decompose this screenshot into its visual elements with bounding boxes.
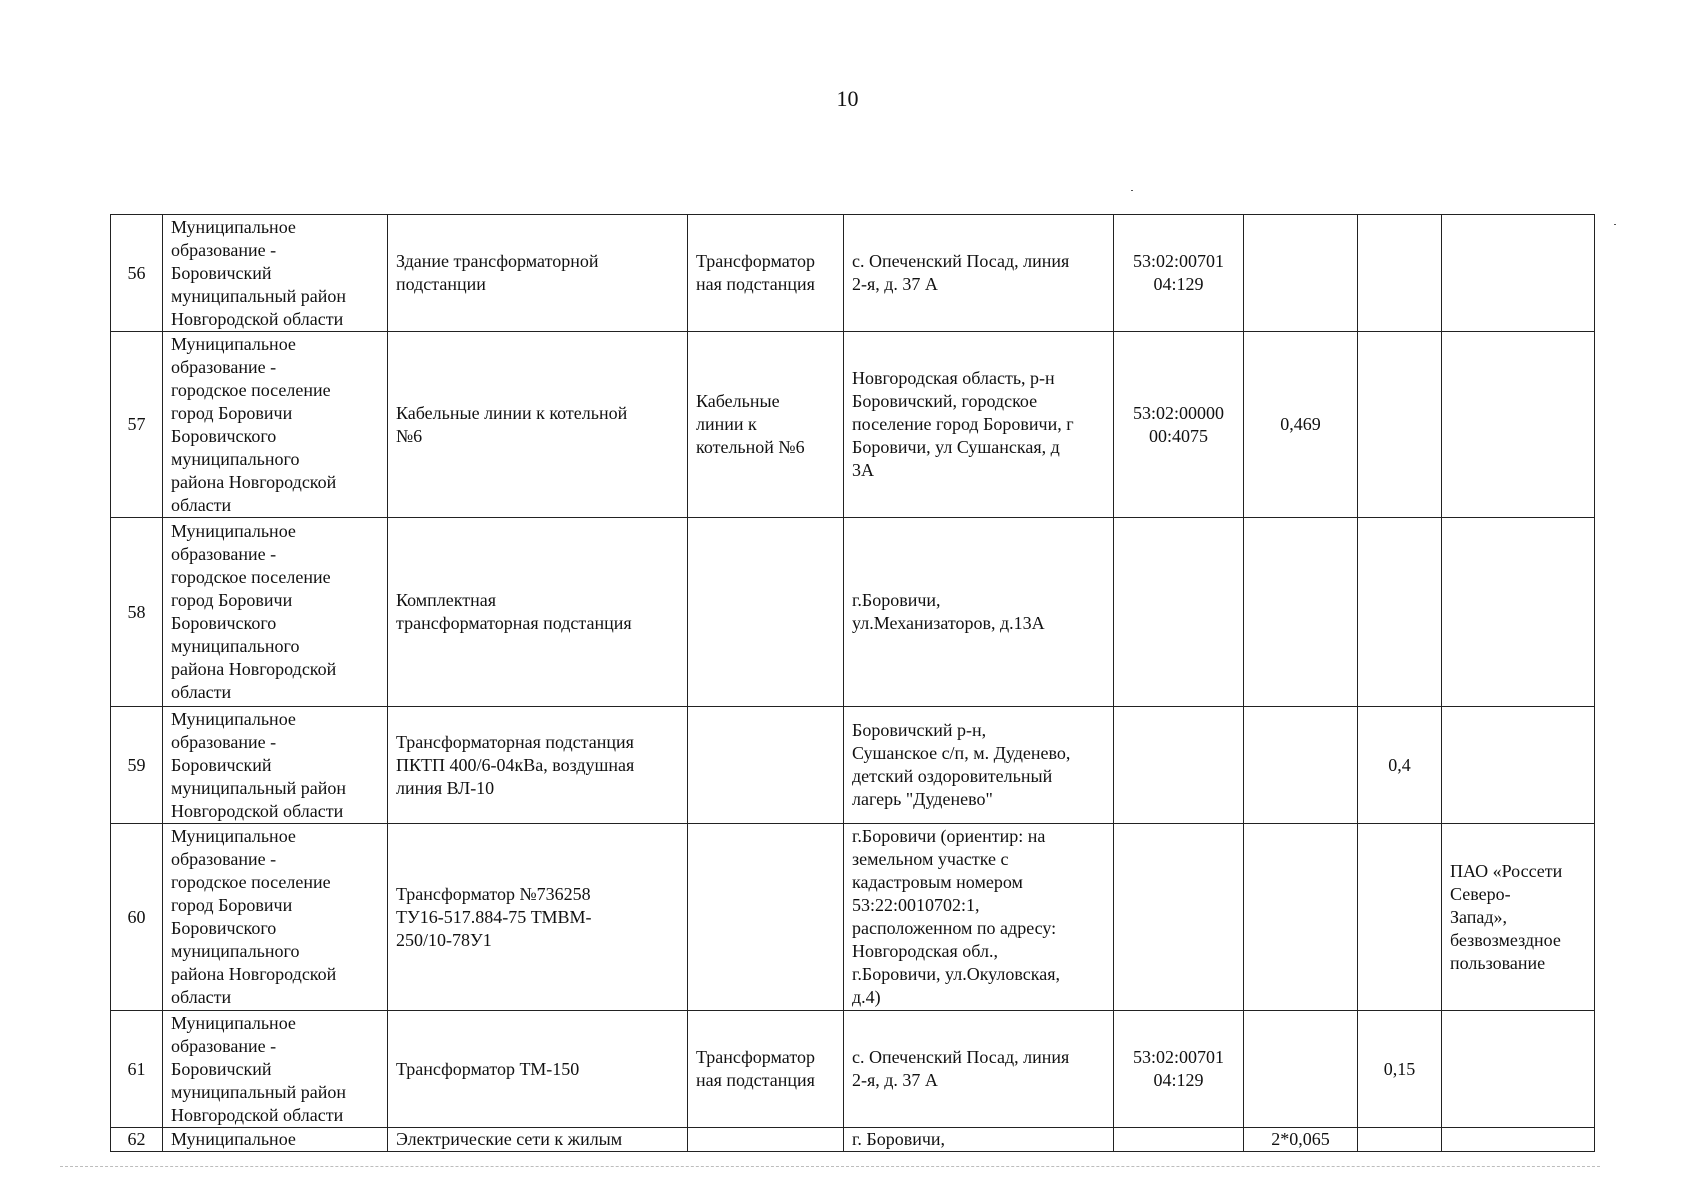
row-number: 61	[111, 1011, 163, 1128]
note-cell	[1442, 518, 1595, 707]
row-number: 58	[111, 518, 163, 707]
row-number: 59	[111, 707, 163, 824]
length-cell	[1244, 824, 1358, 1011]
address-cell: г.Боровичи (ориентир: на земельном участке с кадастровым номером 53:22:0010702:1, расположенном по адресу: Новгородская обл., г.Боровичи, ул.Окуловская, д.4)	[844, 824, 1114, 1011]
row-number: 60	[111, 824, 163, 1011]
owner-cell: Муниципальное образование - Боровичский муниципальный район Новгородской области	[163, 215, 388, 332]
owner-cell: Муниципальное образование - городское поселение город Боровичи Боровичского муниципального района Новгородской области	[163, 824, 388, 1011]
address-cell: Новгородская область, р-н Боровичский, городское поселение город Боровичи, г Боровичи, ул Сушанская, д 3А	[844, 332, 1114, 518]
owner-cell: Муниципальное	[163, 1128, 388, 1152]
object-name-cell: Трансформатор ТМ-150	[388, 1011, 688, 1128]
area-cell: 0,15	[1358, 1011, 1442, 1128]
page-number: 10	[836, 86, 859, 111]
purpose-cell	[688, 824, 844, 1011]
area-cell	[1358, 1128, 1442, 1152]
note-cell	[1442, 707, 1595, 824]
row-number: 57	[111, 332, 163, 518]
table-row	[111, 332, 1595, 518]
length-cell	[1244, 215, 1358, 332]
owner-cell: Муниципальное образование - городское поселение город Боровичи Боровичского муниципального района Новгородской области	[163, 518, 388, 707]
scan-speck	[1131, 190, 1133, 191]
purpose-cell: Трансформатор ная подстанция	[688, 1011, 844, 1128]
area-cell	[1358, 332, 1442, 518]
table-row	[111, 215, 1595, 332]
length-cell	[1244, 707, 1358, 824]
note-cell: ПАО «Россети Северо- Запад», безвозмездное пользование	[1442, 824, 1595, 1011]
table-row	[111, 518, 1595, 707]
object-name-cell: Комплектная трансформаторная подстанция	[388, 518, 688, 707]
cadastral-number-cell	[1114, 707, 1244, 824]
purpose-cell: Кабельные линии к котельной №6	[688, 332, 844, 518]
address-cell: г.Боровичи, ул.Механизаторов, д.13А	[844, 518, 1114, 707]
purpose-cell: Трансформатор ная подстанция	[688, 215, 844, 332]
cadastral-number-cell	[1114, 1128, 1244, 1152]
note-cell	[1442, 215, 1595, 332]
address-cell: с. Опеченский Посад, линия 2-я, д. 37 А	[844, 1011, 1114, 1128]
length-cell	[1244, 518, 1358, 707]
row-number: 56	[111, 215, 163, 332]
object-name-cell: Электрические сети к жилым	[388, 1128, 688, 1152]
property-registry-table	[110, 214, 1595, 1152]
cadastral-number-cell	[1114, 824, 1244, 1011]
owner-cell: Муниципальное образование - Боровичский муниципальный район Новгородской области	[163, 707, 388, 824]
area-cell	[1358, 824, 1442, 1011]
purpose-cell	[688, 707, 844, 824]
length-cell	[1244, 1011, 1358, 1128]
object-name-cell: Здание трансформаторной подстанции	[388, 215, 688, 332]
row-number: 62	[111, 1128, 163, 1152]
area-cell: 0,4	[1358, 707, 1442, 824]
address-cell: г. Боровичи,	[844, 1128, 1114, 1152]
object-name-cell: Трансформатор №736258 ТУ16-517.884-75 ТМВМ- 250/10-78У1	[388, 824, 688, 1011]
table-row	[111, 707, 1595, 824]
note-cell	[1442, 332, 1595, 518]
object-name-cell: Трансформаторная подстанция ПКТП 400/6-04кВа, воздушная линия ВЛ-10	[388, 707, 688, 824]
length-cell: 2*0,065	[1244, 1128, 1358, 1152]
area-cell	[1358, 215, 1442, 332]
owner-cell: Муниципальное образование - Боровичский муниципальный район Новгородской области	[163, 1011, 388, 1128]
purpose-cell	[688, 1128, 844, 1152]
cadastral-number-cell: 53:02:00000 00:4075	[1114, 332, 1244, 518]
cadastral-number-cell	[1114, 518, 1244, 707]
table-row	[111, 824, 1595, 1011]
scan-artifact-line	[60, 1166, 1600, 1168]
table-row	[111, 1128, 1595, 1152]
table-row	[111, 1011, 1595, 1128]
scan-speck	[1614, 224, 1616, 225]
note-cell	[1442, 1128, 1595, 1152]
address-cell: Боровичский р-н, Сушанское с/п, м. Дуденево, детский оздоровительный лагерь "Дуденево"	[844, 707, 1114, 824]
object-name-cell: Кабельные линии к котельной №6	[388, 332, 688, 518]
cadastral-number-cell: 53:02:00701 04:129	[1114, 1011, 1244, 1128]
owner-cell: Муниципальное образование - городское поселение город Боровичи Боровичского муниципального района Новгородской области	[163, 332, 388, 518]
purpose-cell	[688, 518, 844, 707]
cadastral-number-cell: 53:02:00701 04:129	[1114, 215, 1244, 332]
length-cell: 0,469	[1244, 332, 1358, 518]
area-cell	[1358, 518, 1442, 707]
note-cell	[1442, 1011, 1595, 1128]
address-cell: с. Опеченский Посад, линия 2-я, д. 37 А	[844, 215, 1114, 332]
